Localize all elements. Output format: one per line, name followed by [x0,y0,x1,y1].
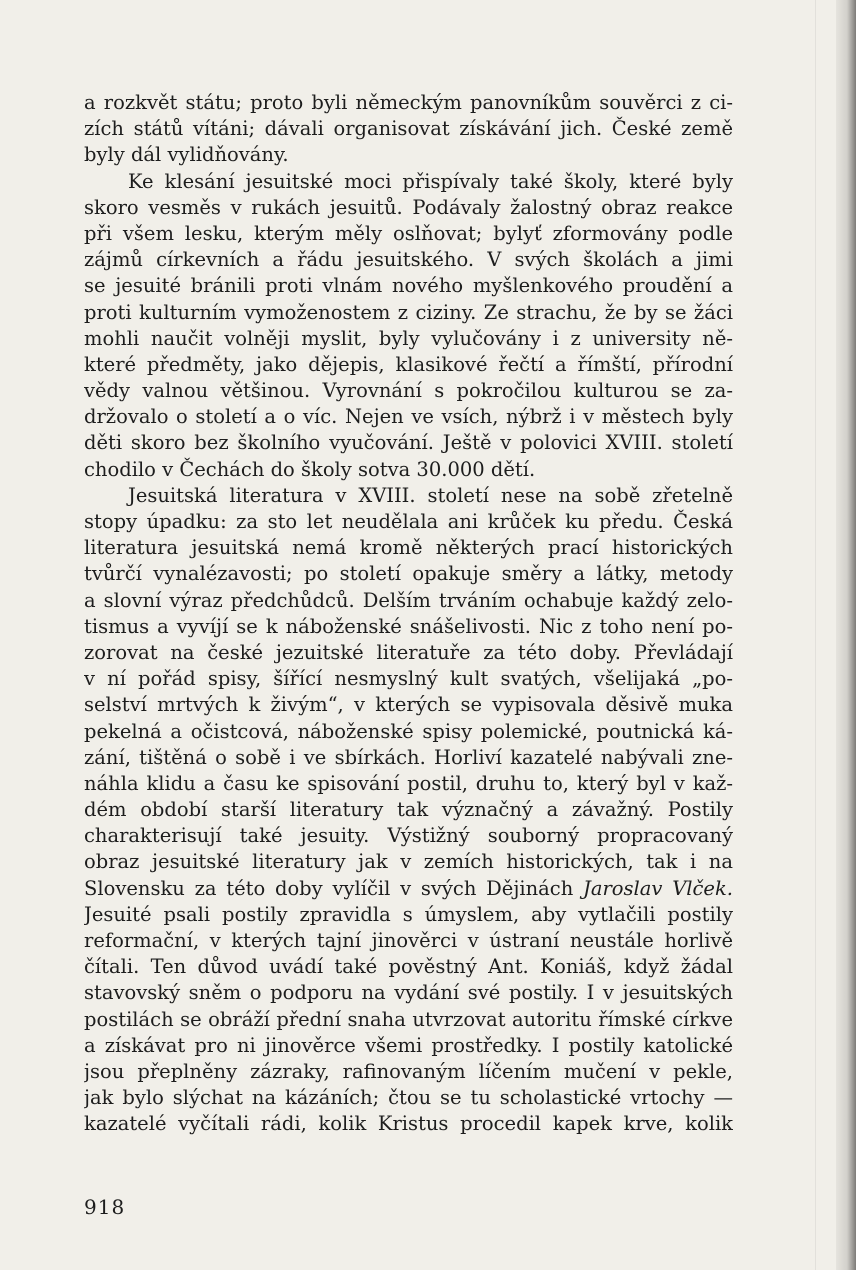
text-line: stopy úpadku: za sto let neudělala ani krůček ku předu. Česká [84,510,733,533]
text-line: byly dál vylidňovány. [84,143,289,167]
text-line: Ke klesání jesuitské moci přispívaly také školy, které byly [128,169,733,193]
text-line: vědy valnou většinou. Vyrovnání s pokročilou kulturou se za- [84,379,733,403]
text-line: Jesuitská literatura v XVIII. století nese na sobě zřetelně [128,483,733,507]
text-line: a slovní výraz předchůdců. Delším trváním ochabuje každý zelo- [84,588,733,612]
text-line: náhla klidu a času ke spisování postil, druhu to, který byl v kaž- [84,771,733,795]
text-line: kazatelé vyčítali rádi, kolik Kristus procedil kapek krve, kolik [84,1112,733,1136]
text-line: zích států vítáni; dávali organisovat získávání jich. České země [84,117,733,141]
text-line: při všem lesku, kterým měly oslňovat; bylyť zformovány podle [84,221,733,245]
text-line: chodilo v Čechách do školy sotva 30.000 dětí. [84,457,536,481]
text-line-with-author [84,876,733,902]
text-line: v ní pořád spisy, šířící nesmyslný kult svatých, všelijaká „po- [84,667,733,691]
text-line: literatura jesuitská nemá kromě některých prací historických [84,536,733,560]
text-line: stavovský sněm o podporu na vydání své postily. I v jesuitských [84,981,733,1005]
text-line: se jesuité bránili proti vlnám nového myšlenkového proudění a [84,274,733,298]
text-line: postilách se obráží přední snaha utvrzovat autoritu římské církve [84,1007,733,1031]
text-line: tismus a vyvíjí se k náboženské snášelivosti. Nic z toho není po- [84,614,733,638]
text-line: zorovat na české jezuitské literatuře za této doby. Převládají [84,640,733,664]
page-edge-shadow [836,0,856,1270]
text-line: obraz jesuitské literatury jak v zemích historických, tak i na [84,850,733,874]
text-line: tvůrčí vynalézavosti; po století opakuje směry a látky, metody [84,562,733,586]
text-line: děti skoro bez školního vyučování. Ještě v polovici XVIII. století [84,431,733,455]
text-line-start: Slovensku za této doby vylíčil v svých Dějinách [84,876,574,900]
text-line: reformační, v kterých tajní jinověrci v ústraní neustále horlivě [84,929,733,952]
author-name: Jaroslav Vlček. [583,876,733,900]
text-line: zání, tištěná o sobě i ve sbírkách. Horliví kazatelé nabývali zne- [84,745,733,769]
text-line: zájmů církevních a řádu jesuitského. V svých školách a jimi [84,248,733,272]
text-line: a získávat pro ni jinověrce všemi prostředky. I postily katolické [84,1033,733,1057]
text-line: Jesuité psali postily zpravidla s úmyslem, aby vytlačili postily [84,902,733,926]
page-fold-line [815,0,816,1270]
text-line: pekelná a očistcová, náboženské spisy polemické, poutnická ká- [84,719,733,743]
page-number: 918 [84,1195,126,1219]
text-line: jsou přeplněny zázraky, rafinovaným líčením mučení v pekle, [84,1059,733,1083]
body-text [84,90,733,1138]
text-line: proti kulturním vymoženostem z ciziny. Ze strachu, že by se žáci [84,300,733,324]
text-line: skoro vesměs v rukách jesuitů. Podávaly žalostný obraz reakce [84,195,733,219]
text-line: dém období starší literatury tak význačný a závažný. Postily [84,798,733,822]
text-line: jak bylo slýchat na kázáních; čtou se tu scholastické vrtochy — [84,1086,733,1110]
text-line: držovalo o století a o víc. Nejen ve vsích, nýbrž i v městech byly [84,405,733,429]
text-line: charakterisují také jesuity. Výstižný souborný propracovaný [84,824,733,848]
text-line: a rozkvět státu; proto byli německým panovníkům souvěrci z ci- [84,91,733,114]
text-line: mohli naučit volněji myslit, byly vylučovány i z university ně- [84,326,733,350]
text-line: selství mrtvých k živým“, v kterých se vypisovala děsivě muka [84,693,733,717]
text-line: které předměty, jako dějepis, klasikové řečtí a římští, přírodní [84,352,733,376]
text-line: čítali. Ten důvod uvádí také pověstný Ant. Koniáš, když žádal [84,955,733,979]
